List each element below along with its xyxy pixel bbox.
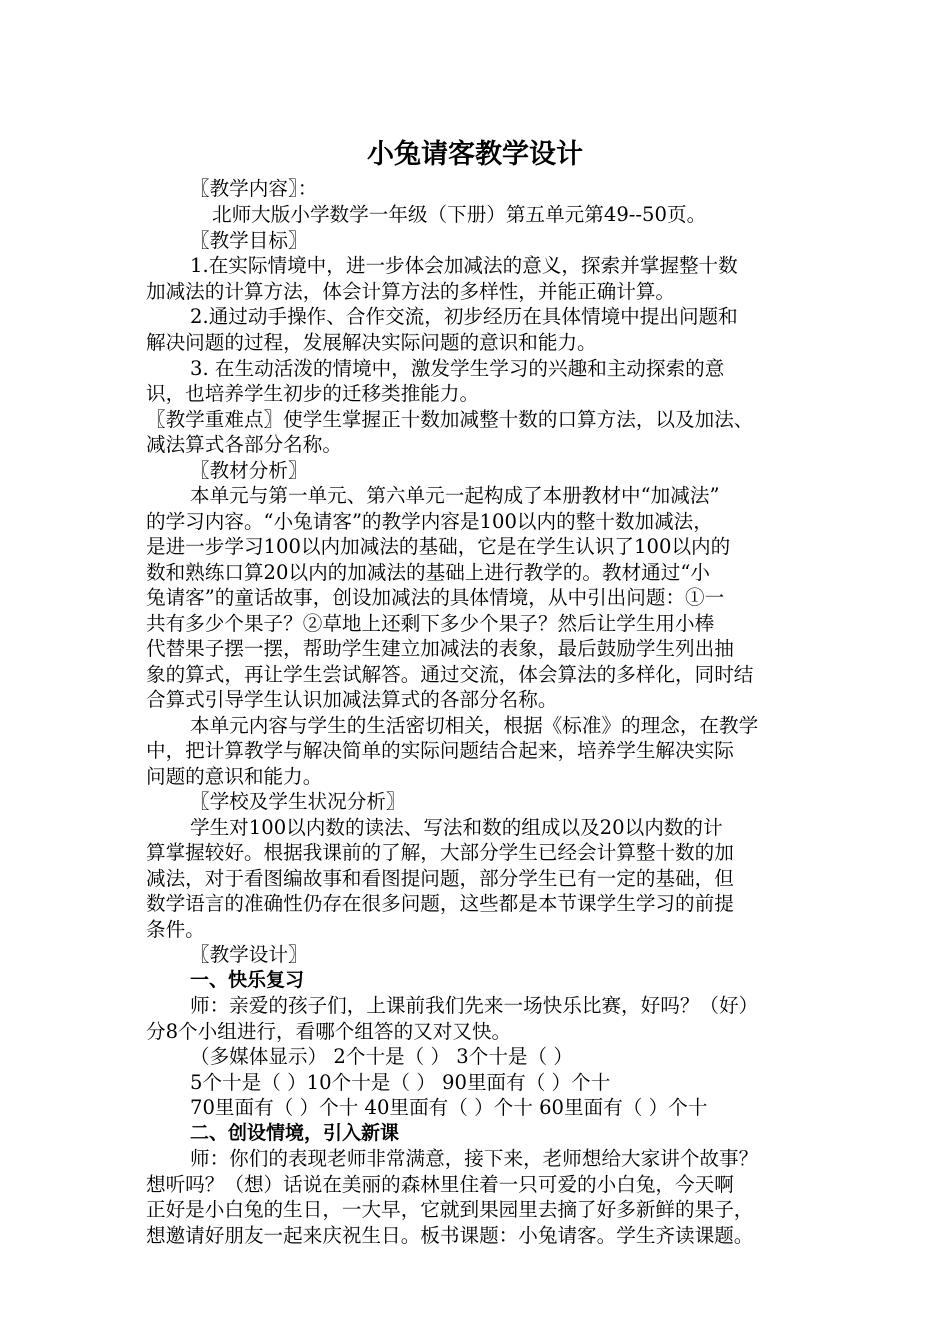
paragraph-line: 想听吗？（想）话说在美丽的森林里住着一只可爱的小白兔，今天啊: [146, 1173, 734, 1196]
paragraph-line: 兔请客”的童话故事，创设加减法的具体情境，从中引出问题：①一: [146, 586, 725, 609]
paragraph-line: 的学习内容。“小兔请客”的教学内容是100以内的整十数加减法，: [146, 510, 713, 533]
heading-material-analysis: 〖教材分析〗: [190, 459, 308, 482]
document-title: 小兔请客教学设计: [367, 139, 583, 170]
paragraph-line: 学生对100以内数的读法、写法和数的组成以及20以内数的计: [190, 816, 723, 839]
section-heading-review: 一、快乐复习: [190, 969, 305, 991]
paragraph-line: 想邀请好朋友一起来庆祝生日。板书课题：小兔请客。学生齐读课题。: [146, 1224, 754, 1247]
paragraph-line: 条件。: [146, 918, 205, 941]
exercise-line: 70里面有（ ）个十 40里面有（ ）个十 60里面有（ ）个十: [190, 1096, 708, 1119]
paragraph-line: 中，把计算教学与解决简单的实际问题结合起来，培养学生解决实际: [146, 739, 734, 762]
exercise-line: （多媒体显示） 2个十是（ ） 3个十是（ ）: [190, 1045, 573, 1068]
paragraph-line: 本单元内容与学生的生活密切相关，根据《标准》的理念，在教学: [190, 714, 759, 737]
paragraph-line: 数学语言的准确性仍存在很多问题，这些都是本节课学生学习的前提: [146, 892, 734, 915]
paragraph-line: 算掌握较好。根据我课前的了解，大部分学生已经会计算整十数的加: [146, 841, 734, 864]
paragraph-line: 问题的意识和能力。: [146, 765, 323, 788]
paragraph-line: 2.通过动手操作、合作交流，初步经历在具体情境中提出问题和: [190, 305, 738, 328]
paragraph-line: 师：亲爱的孩子们，上课前我们先来一场快乐比赛，好吗？（好）: [190, 994, 759, 1017]
paragraph-line: 象的算式，再让学生尝试解答。通过交流，体会算法的多样化，同时结: [146, 663, 754, 686]
paragraph-line: 减法，对于看图编故事和看图提问题，部分学生已有一定的基础，但: [146, 867, 734, 890]
section-heading-introduction: 二、创设情境，引入新课: [190, 1122, 400, 1144]
exercise-line: 5个十是（ ）10个十是（ ） 90里面有（ ）个十: [190, 1071, 611, 1094]
paragraph-line: 师：你们的表现老师非常满意，接下来，老师想给大家讲个故事？: [190, 1147, 759, 1170]
paragraph-line: 1.在实际情境中，进一步体会加减法的意义，探索并掌握整十数: [190, 254, 738, 277]
heading-student-analysis: 〖学校及学生状况分析〗: [190, 790, 406, 813]
paragraph-line: 3. 在生动活泼的情境中，激发学生学习的兴趣和主动探索的意: [190, 357, 725, 380]
paragraph-line: 本单元与第一单元、第六单元一起构成了本册教材中“加减法”: [190, 484, 720, 507]
heading-teaching-goals: 〖教学目标〗: [190, 229, 308, 252]
paragraph-line: 分8个小组进行，看哪个组答的又对又快。: [146, 1020, 512, 1043]
paragraph-line: 共有多少个果子？②草地上还剩下多少个果子？然后让学生用小棒: [146, 612, 715, 635]
paragraph-line: 数和熟练口算20以内的加减法的基础上进行教学的。教材通过“小: [146, 561, 710, 584]
paragraph-line: 解决问题的过程，发展解决实际问题的意识和能力。: [146, 331, 597, 354]
paragraph-line: 识，也培养学生初步的迁移类推能力。: [146, 382, 480, 405]
paragraph-line: 加减法的计算方法，体会计算方法的多样性，并能正确计算。: [146, 280, 676, 303]
paragraph-line: 正好是小白兔的生日，一大早，它就到果园里去摘了好多新鲜的果子，: [146, 1198, 754, 1221]
paragraph-line: 是进一步学习100以内加减法的基础，它是在学生认识了100以内的: [146, 535, 731, 558]
heading-teaching-design: 〖教学设计〗: [190, 943, 308, 966]
paragraph-line: 代替果子摆一摆，帮助学生建立加减法的表象，最后鼓励学生列出抽: [146, 637, 734, 660]
paragraph-line: 合算式引导学生认识加减法算式的各部分名称。: [146, 688, 558, 711]
paragraph-line: 北师大版小学数学一年级（下册）第五单元第49--50页。: [212, 203, 707, 226]
paragraph-line: 减法算式各部分名称。: [146, 433, 342, 456]
heading-teaching-content: 〖教学内容〗：: [190, 177, 318, 200]
heading-key-difficulties: 〖教学重难点〗使学生掌握正十数加减整十数的口算方法，以及加法、: [146, 408, 754, 431]
